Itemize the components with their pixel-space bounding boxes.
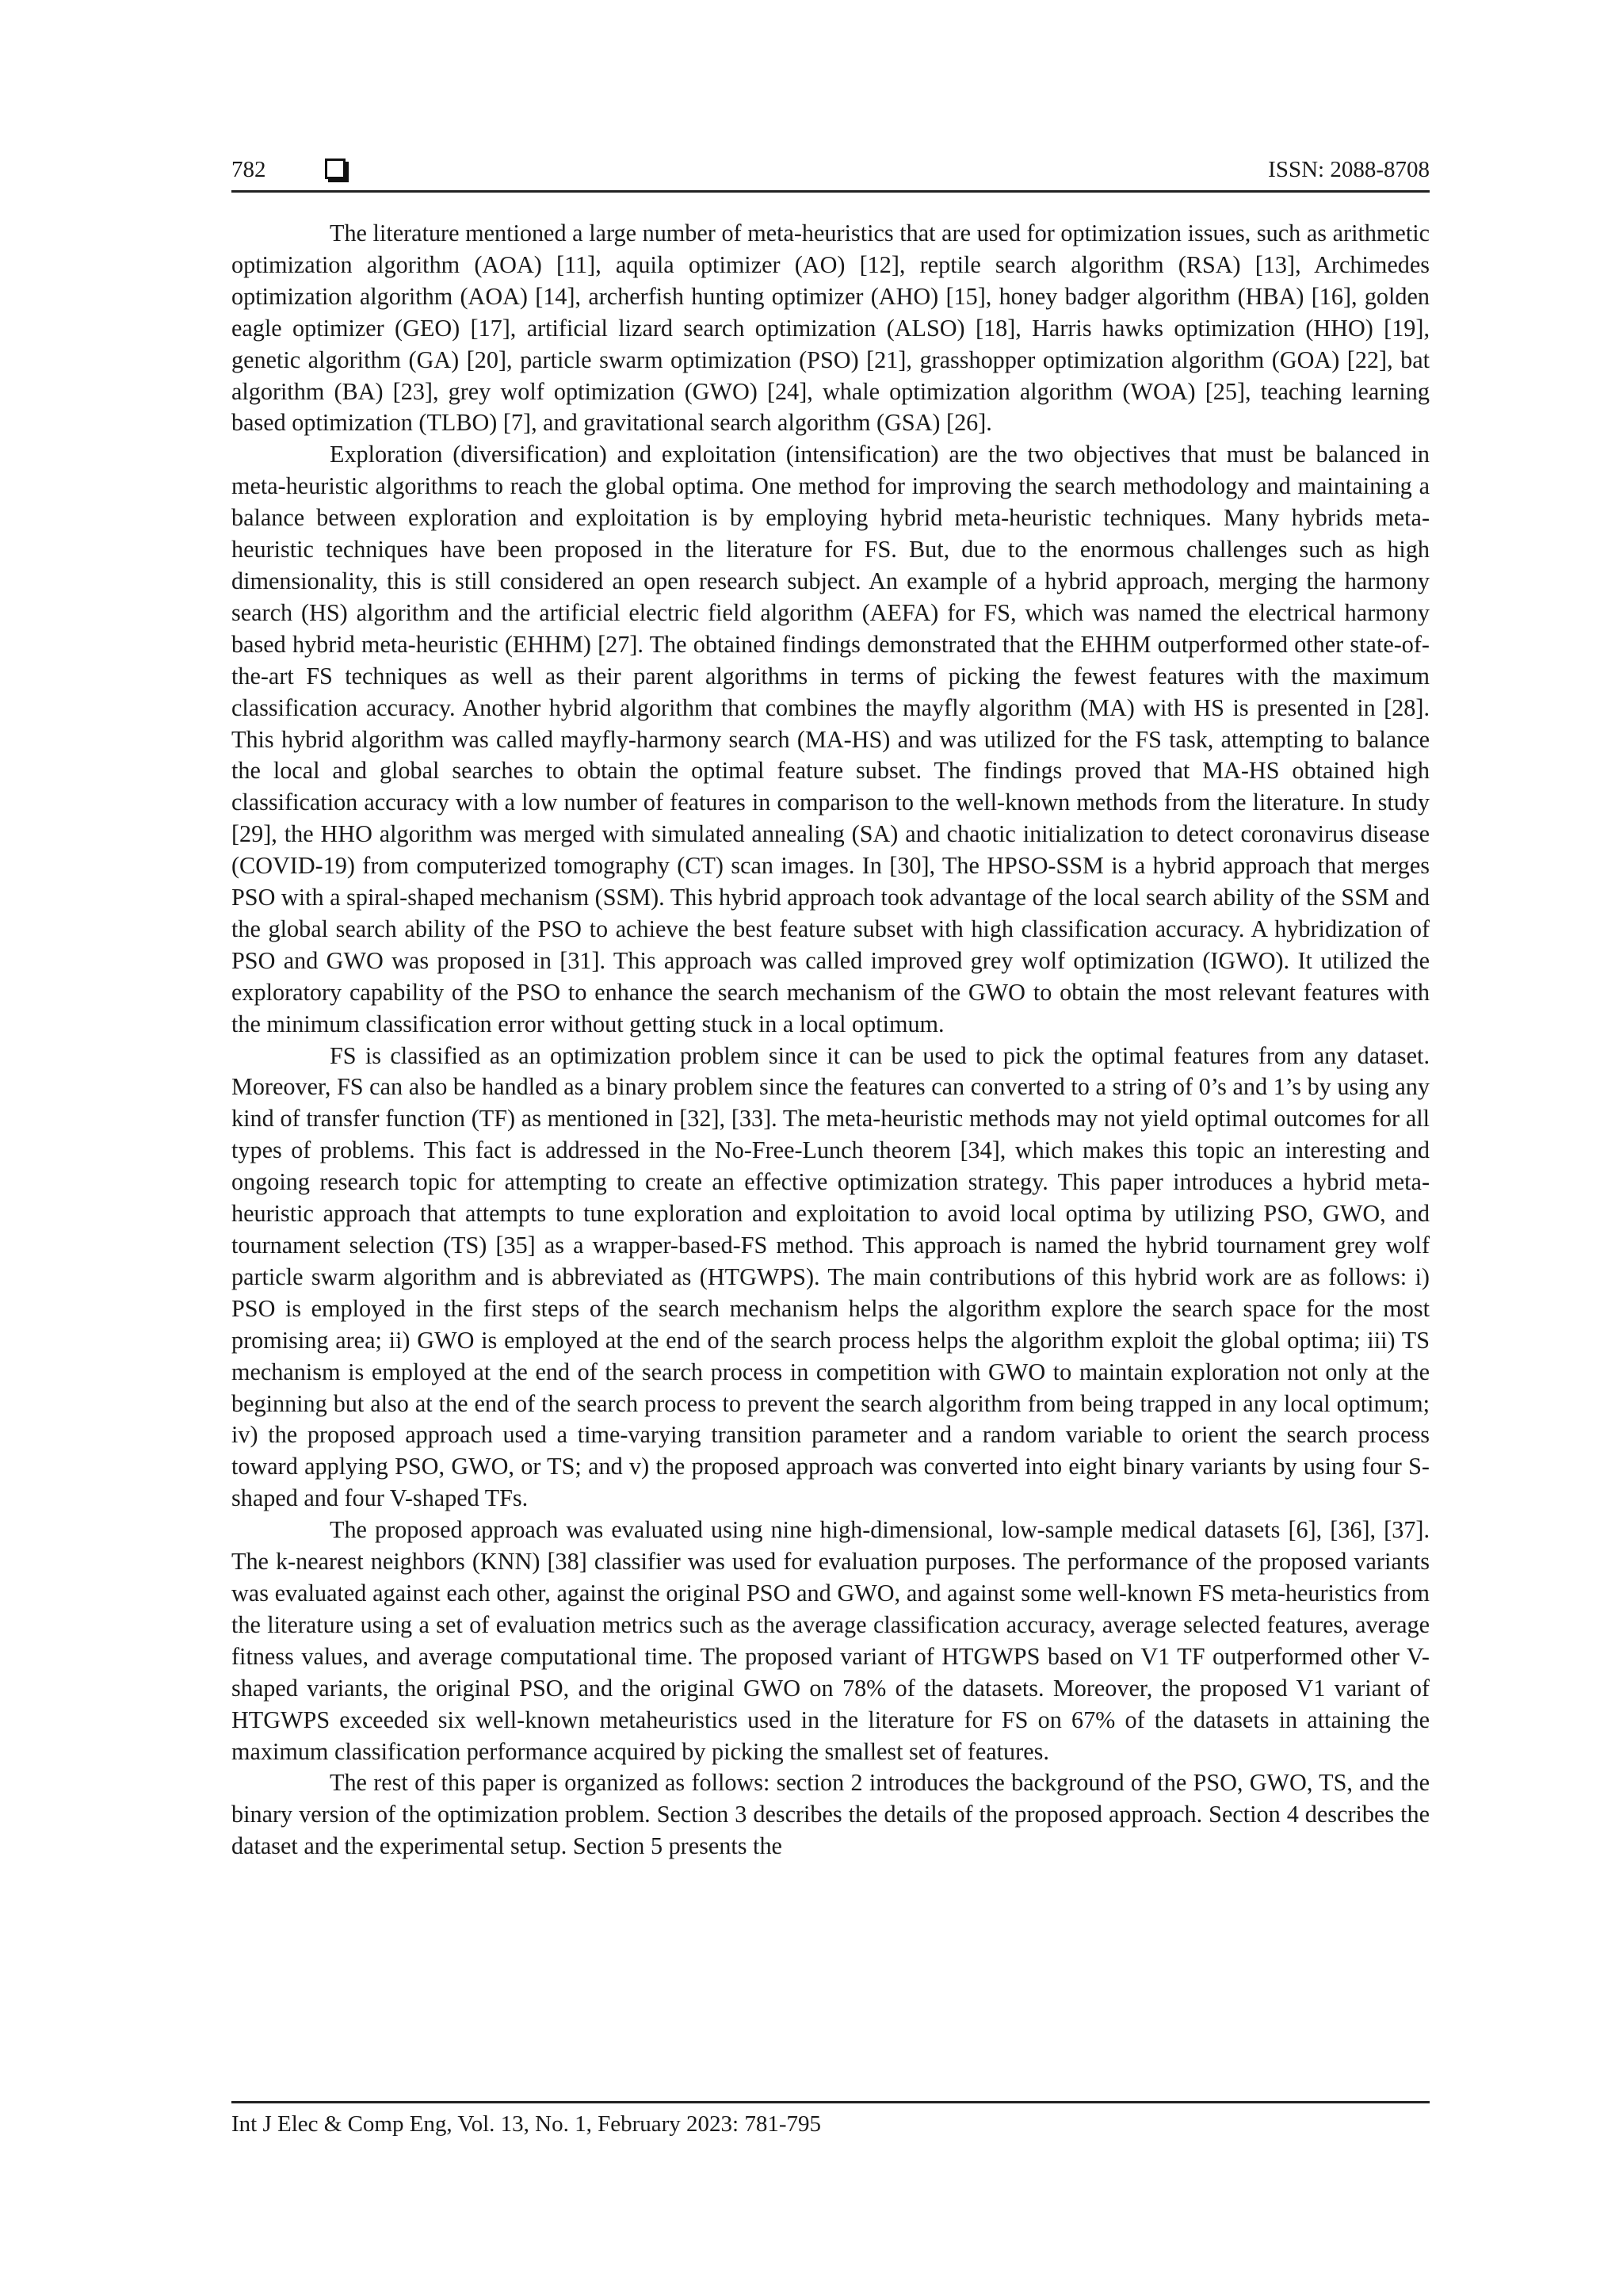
page-footer [231, 2101, 1430, 2137]
page-header [231, 152, 1430, 193]
journal-citation: Int J Elec & Comp Eng, Vol. 13, No. 1, February 2023: 781-795 [231, 2111, 822, 2137]
paragraph-organization: The rest of this paper is organized as follows: section 2 introduces the background of the PSO, GWO, TS, and the binary version of the optimization problem. Section 3 describes the details of the proposed approach. Section 4 describes the dataset and the experimental setup. Section 5 presents the [231, 1769, 1430, 1860]
paragraph-exploration: Exploration (diversification) and exploitation (intensification) are the two objectives that must be balanced in meta-heuristic algorithms to reach the global optima. One method for improving the search methodology and maintaining a balance between exploration and exploitation is by employing hybrid meta-heuristic techniques. Many hybrids meta-heuristic techniques have been proposed in the literature for FS. But, due to the enormous challenges such as high dimensionality, this is still considered an open research subject. An example of a hybrid approach, merging the harmony search (HS) algorithm and the artificial electric field algorithm (AEFA) for FS, which was named the electrical harmony based hybrid meta-heuristic (EHHM) [27]. The obtained findings demonstrated that the EHHM outperformed other state-of-the-art FS techniques as well as their parent algorithms in terms of picking the fewest features with the maximum classification accuracy. Another hybrid algorithm that combines the mayfly algorithm (MA) with HS is presented in [28]. This hybrid algorithm was called mayfly-harmony search (MA-HS) and was utilized for the FS task, attempting to balance the local and global searches to obtain the optimal feature subset. The findings proved that MA-HS obtained high classification accuracy with a low number of features in comparison to the well-known methods from the literature. In study [29], the HHO algorithm was merged with simulated annealing (SA) and chaotic initialization to detect coronavirus disease (COVID-19) from computerized tomography (CT) scan images. In [30], The HPSO-SSM is a hybrid approach that merges PSO with a spiral-shaped mechanism (SSM). This hybrid approach took advantage of the local search ability of the SSM and the global search ability of the PSO to achieve the best feature subset with high classification accuracy. A hybridization of PSO and GWO was proposed in [31]. This approach was called improved grey wolf optimization (IGWO). It utilized the exploratory capability of the PSO to enhance the search mechanism of the GWO to obtain the most relevant features with the minimum classification error without getting stuck in a local optimum. [231, 441, 1430, 1037]
issn-label: ISSN: 2088-8708 [1268, 157, 1430, 182]
paragraph-evaluation: The proposed approach was evaluated using nine high-dimensional, low-sample medical datasets [6], [36], [37]. The k-nearest neighbors (KNN) [38] classifier was used for evaluation purposes. The performance of the proposed variants was evaluated against each other, against the original PSO and GWO, and against some well-known FS meta-heuristics from the literature using a set of evaluation metrics such as the average classification accuracy, average selected features, average fitness values, and average computational time. The proposed variant of HTGWPS based on V1 TF outperformed other V-shaped variants, the original PSO, and the original GWO on 78% of the datasets. Moreover, the proposed V1 variant of HTGWPS exceeded six well-known metaheuristics used in the literature for FS on 67% of the datasets in attaining the maximum classification performance acquired by picking the smallest set of features. [231, 1516, 1430, 1765]
article-body [231, 218, 1430, 1862]
page-number: 782 [231, 157, 266, 182]
checkbox-square-icon [325, 159, 346, 179]
paragraph-fs-optimization: FS is classified as an optimization problem since it can be used to pick the optimal features from any dataset. Moreover, FS can also be handled as a binary problem since the features can converted to a string of 0’s and 1’s by using any kind of transfer function (TF) as mentioned in [32], [33]. The meta-heuristic methods may not yield optimal outcomes for all types of problems. This fact is addressed in the No-Free-Lunch theorem [34], which makes this topic an interesting and ongoing research topic for attempting to create an effective optimization strategy. This paper introduces a hybrid meta-heuristic approach that attempts to tune exploration and exploitation to avoid local optima by utilizing PSO, GWO, and tournament selection (TS) [35] as a wrapper-based-FS method. This approach is named the hybrid tournament grey wolf particle swarm algorithm and is abbreviated as (HTGWPS). The main contributions of this hybrid work are as follows: i) PSO is employed in the first steps of the search mechanism helps the algorithm explore the search space for the most promising area; ii) GWO is employed at the end of the search process helps the algorithm exploit the global optima; iii) TS mechanism is employed at the end of the search process in competition with GWO to maintain exploration not only at the beginning but also at the end of the search process to prevent the search algorithm from being trapped in any local optimum; iv) the proposed approach used a time-varying transition parameter and a random variable to orient the search process toward applying PSO, GWO, or TS; and v) the proposed approach was converted into eight binary variants by using four S-shaped and four V-shaped TFs. [231, 1041, 1430, 1512]
paragraph-literature: The literature mentioned a large number of meta-heuristics that are used for optimization issues, such as arithmetic optimization algorithm (AOA) [11], aquila optimizer (AO) [12], reptile search algorithm (RSA) [13], Archimedes optimization algorithm (AOA) [14], archerfish hunting optimizer (AHO) [15], honey badger algorithm (HBA) [16], golden eagle optimizer (GEO) [17], artificial lizard search optimization (ALSO) [18], Harris hawks optimization (HHO) [19], genetic algorithm (GA) [20], particle swarm optimization (PSO) [21], grasshopper optimization algorithm (GOA) [22], bat algorithm (BA) [23], grey wolf optimization (GWO) [24], whale optimization algorithm (WOA) [25], teaching learning based optimization (TLBO) [7], and gravitational search algorithm (GSA) [26]. [231, 220, 1430, 437]
